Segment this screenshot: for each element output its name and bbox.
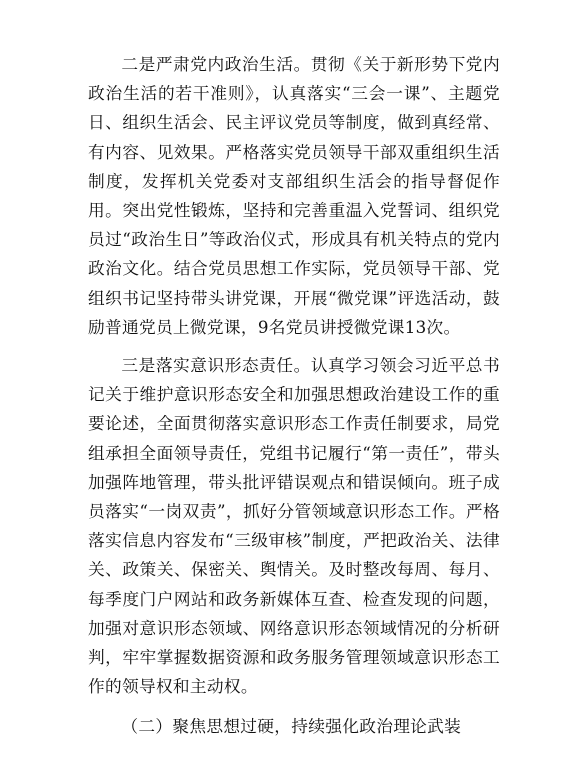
paragraph-strict-party-life (88, 50, 500, 342)
paragraph-lead: 二是严肃党内政治生活。 (121, 54, 311, 74)
paragraph-lead: 三是落实意识形态责任。 (121, 355, 311, 376)
paragraph-body: 认真学习领会习近平总书记关于维护意识形态安全和加强思想政治建设工作的重要论述，全面贯彻落实意识形态工作责任制要求，局党组承担全面领导责任，党组书记履行“第一责任”，带头加强阵地管理，带头批评错误观点和错误倾向。班子成员落实“一岗双责”，抓好分管领域意识形态工作。严格落实信息内容发布“三级审核”制度，严把政治关、法律关、政策关、保密关、舆情关。及时整改每周、每月、每季度门户网站和政务新媒体互查、检查发现的问题，加强对意识形态领域、网络意识形态领域情况的分析研判，牢牢掌握数据资源和政务服务管理领域意识形态工作的领导权和主动权。 (88, 355, 500, 697)
paragraph-body: 贯彻《关于新形势下党内政治生活的若干准则》，认真落实“三会一课”、主题党日、组织生活会、民主评议党员等制度，做到真经常、有内容、见效果。严格落实党员领导干部双重组织生活制度，发挥机关党委对支部组织生活会的指导督促作用。突出党性锻炼，坚持和完善重温入党誓词、组织党员过“政治生日”等政治仪式，形成具有机关特点的党内政治文化。结合党员思想工作实际，党员领导干部、党组织书记坚持带头讲党课，开展“微党课”评选活动，鼓励普通党员上微党课，9名党员讲授微党课13次。 (88, 54, 500, 337)
section-heading: （二）聚焦思想过硬，持续强化政治理论武装 (121, 716, 462, 737)
document-body (88, 50, 500, 742)
paragraph-ideology-responsibility (88, 351, 500, 701)
